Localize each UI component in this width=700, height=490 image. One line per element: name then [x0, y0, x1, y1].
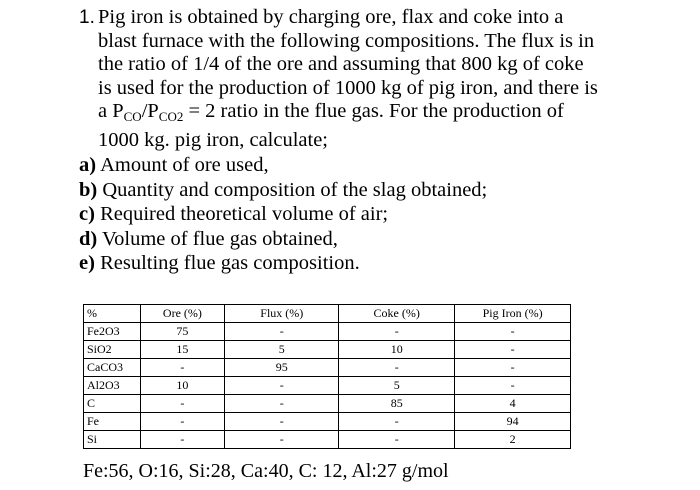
table-cell: 15 [140, 341, 225, 359]
table-cell: - [225, 431, 339, 449]
ratio-suffix: = 2 ratio in the flue gas. For the production of [183, 100, 564, 122]
problem-statement [79, 6, 639, 276]
header-pig-iron: Pig Iron (%) [455, 305, 571, 323]
table-cell: - [225, 395, 339, 413]
header-ore: Ore (%) [140, 305, 225, 323]
table-cell: 2 [455, 431, 571, 449]
row-label: Si [84, 431, 141, 449]
part-text: Required theoretical volume of air; [94, 203, 389, 225]
table-cell: - [455, 323, 571, 341]
row-label: C [84, 395, 141, 413]
part-c [79, 202, 639, 227]
part-d [79, 227, 639, 252]
table-cell: - [455, 359, 571, 377]
problem-line: Pig iron is obtained by charging ore, flax and coke into a [98, 6, 564, 28]
table-cell: - [339, 359, 455, 377]
table-row [84, 341, 571, 359]
part-b [79, 178, 639, 203]
table-cell: 5 [225, 341, 339, 359]
table-cell: - [339, 413, 455, 431]
header-coke: Coke (%) [339, 305, 455, 323]
problem-line: is used for the production of 1000 kg of pig iron, and there is [98, 76, 598, 99]
table-row [84, 413, 571, 431]
co2-subscript: CO2 [158, 109, 184, 124]
table-row [84, 359, 571, 377]
table-cell: - [225, 377, 339, 395]
table-cell: 95 [225, 359, 339, 377]
ratio-prefix: a P [98, 100, 124, 122]
table-cell: - [225, 323, 339, 341]
header-percent: % [84, 305, 141, 323]
atomic-masses: Fe:56, O:16, Si:28, Ca:40, C: 12, Al:27 g/mol [83, 460, 449, 482]
problem-line: blast furnace with the following compositions. The flux is in [98, 29, 595, 52]
row-label: CaCO3 [84, 359, 141, 377]
part-label: b) [79, 178, 98, 201]
table-cell: 75 [140, 323, 225, 341]
table-cell: 85 [339, 395, 455, 413]
pressure-ratio-line [98, 100, 639, 129]
part-label: a) [79, 154, 97, 176]
problem-line: 1000 kg. pig iron, calculate; [98, 128, 328, 151]
table-cell: - [140, 395, 225, 413]
table-cell: - [140, 431, 225, 449]
part-text: Quantity and composition of the slag obtained; [97, 178, 488, 201]
question-parts [79, 153, 639, 276]
part-text: Amount of ore used, [96, 154, 269, 176]
table-cell: - [455, 377, 571, 395]
part-e [79, 251, 639, 276]
problem-intro [79, 6, 639, 152]
part-a [79, 153, 639, 178]
row-label: Al2O3 [84, 377, 141, 395]
row-label: SiO2 [84, 341, 141, 359]
ratio-mid: /P [141, 100, 159, 122]
table-row [84, 395, 571, 413]
table-row [84, 323, 571, 341]
problem-number: 1. [79, 7, 95, 28]
co-subscript: CO [123, 109, 142, 124]
problem-text [98, 6, 639, 152]
part-text: Volume of flue gas obtained, [97, 227, 338, 250]
table-cell: 94 [455, 413, 571, 431]
table-cell: - [339, 323, 455, 341]
part-label: d) [79, 227, 98, 250]
table-cell: - [225, 413, 339, 431]
row-label: Fe [84, 413, 141, 431]
header-flux: Flux (%) [225, 305, 339, 323]
table-cell: - [455, 341, 571, 359]
table-header-row [84, 305, 571, 323]
part-label: c) [79, 203, 95, 225]
table-row [84, 377, 571, 395]
table-cell: 10 [339, 341, 455, 359]
table-cell: - [140, 413, 225, 431]
row-label: Fe2O3 [84, 323, 141, 341]
table-row [84, 431, 571, 449]
composition-table [83, 304, 571, 449]
table-cell: - [140, 359, 225, 377]
part-label: e) [79, 252, 95, 274]
part-text: Resulting flue gas composition. [94, 252, 360, 274]
table-cell: - [339, 431, 455, 449]
table-cell: 5 [339, 377, 455, 395]
table-cell: 4 [455, 395, 571, 413]
table-cell: 10 [140, 377, 225, 395]
problem-line: the ratio of 1/4 of the ore and assuming that 800 kg of coke [98, 53, 584, 75]
